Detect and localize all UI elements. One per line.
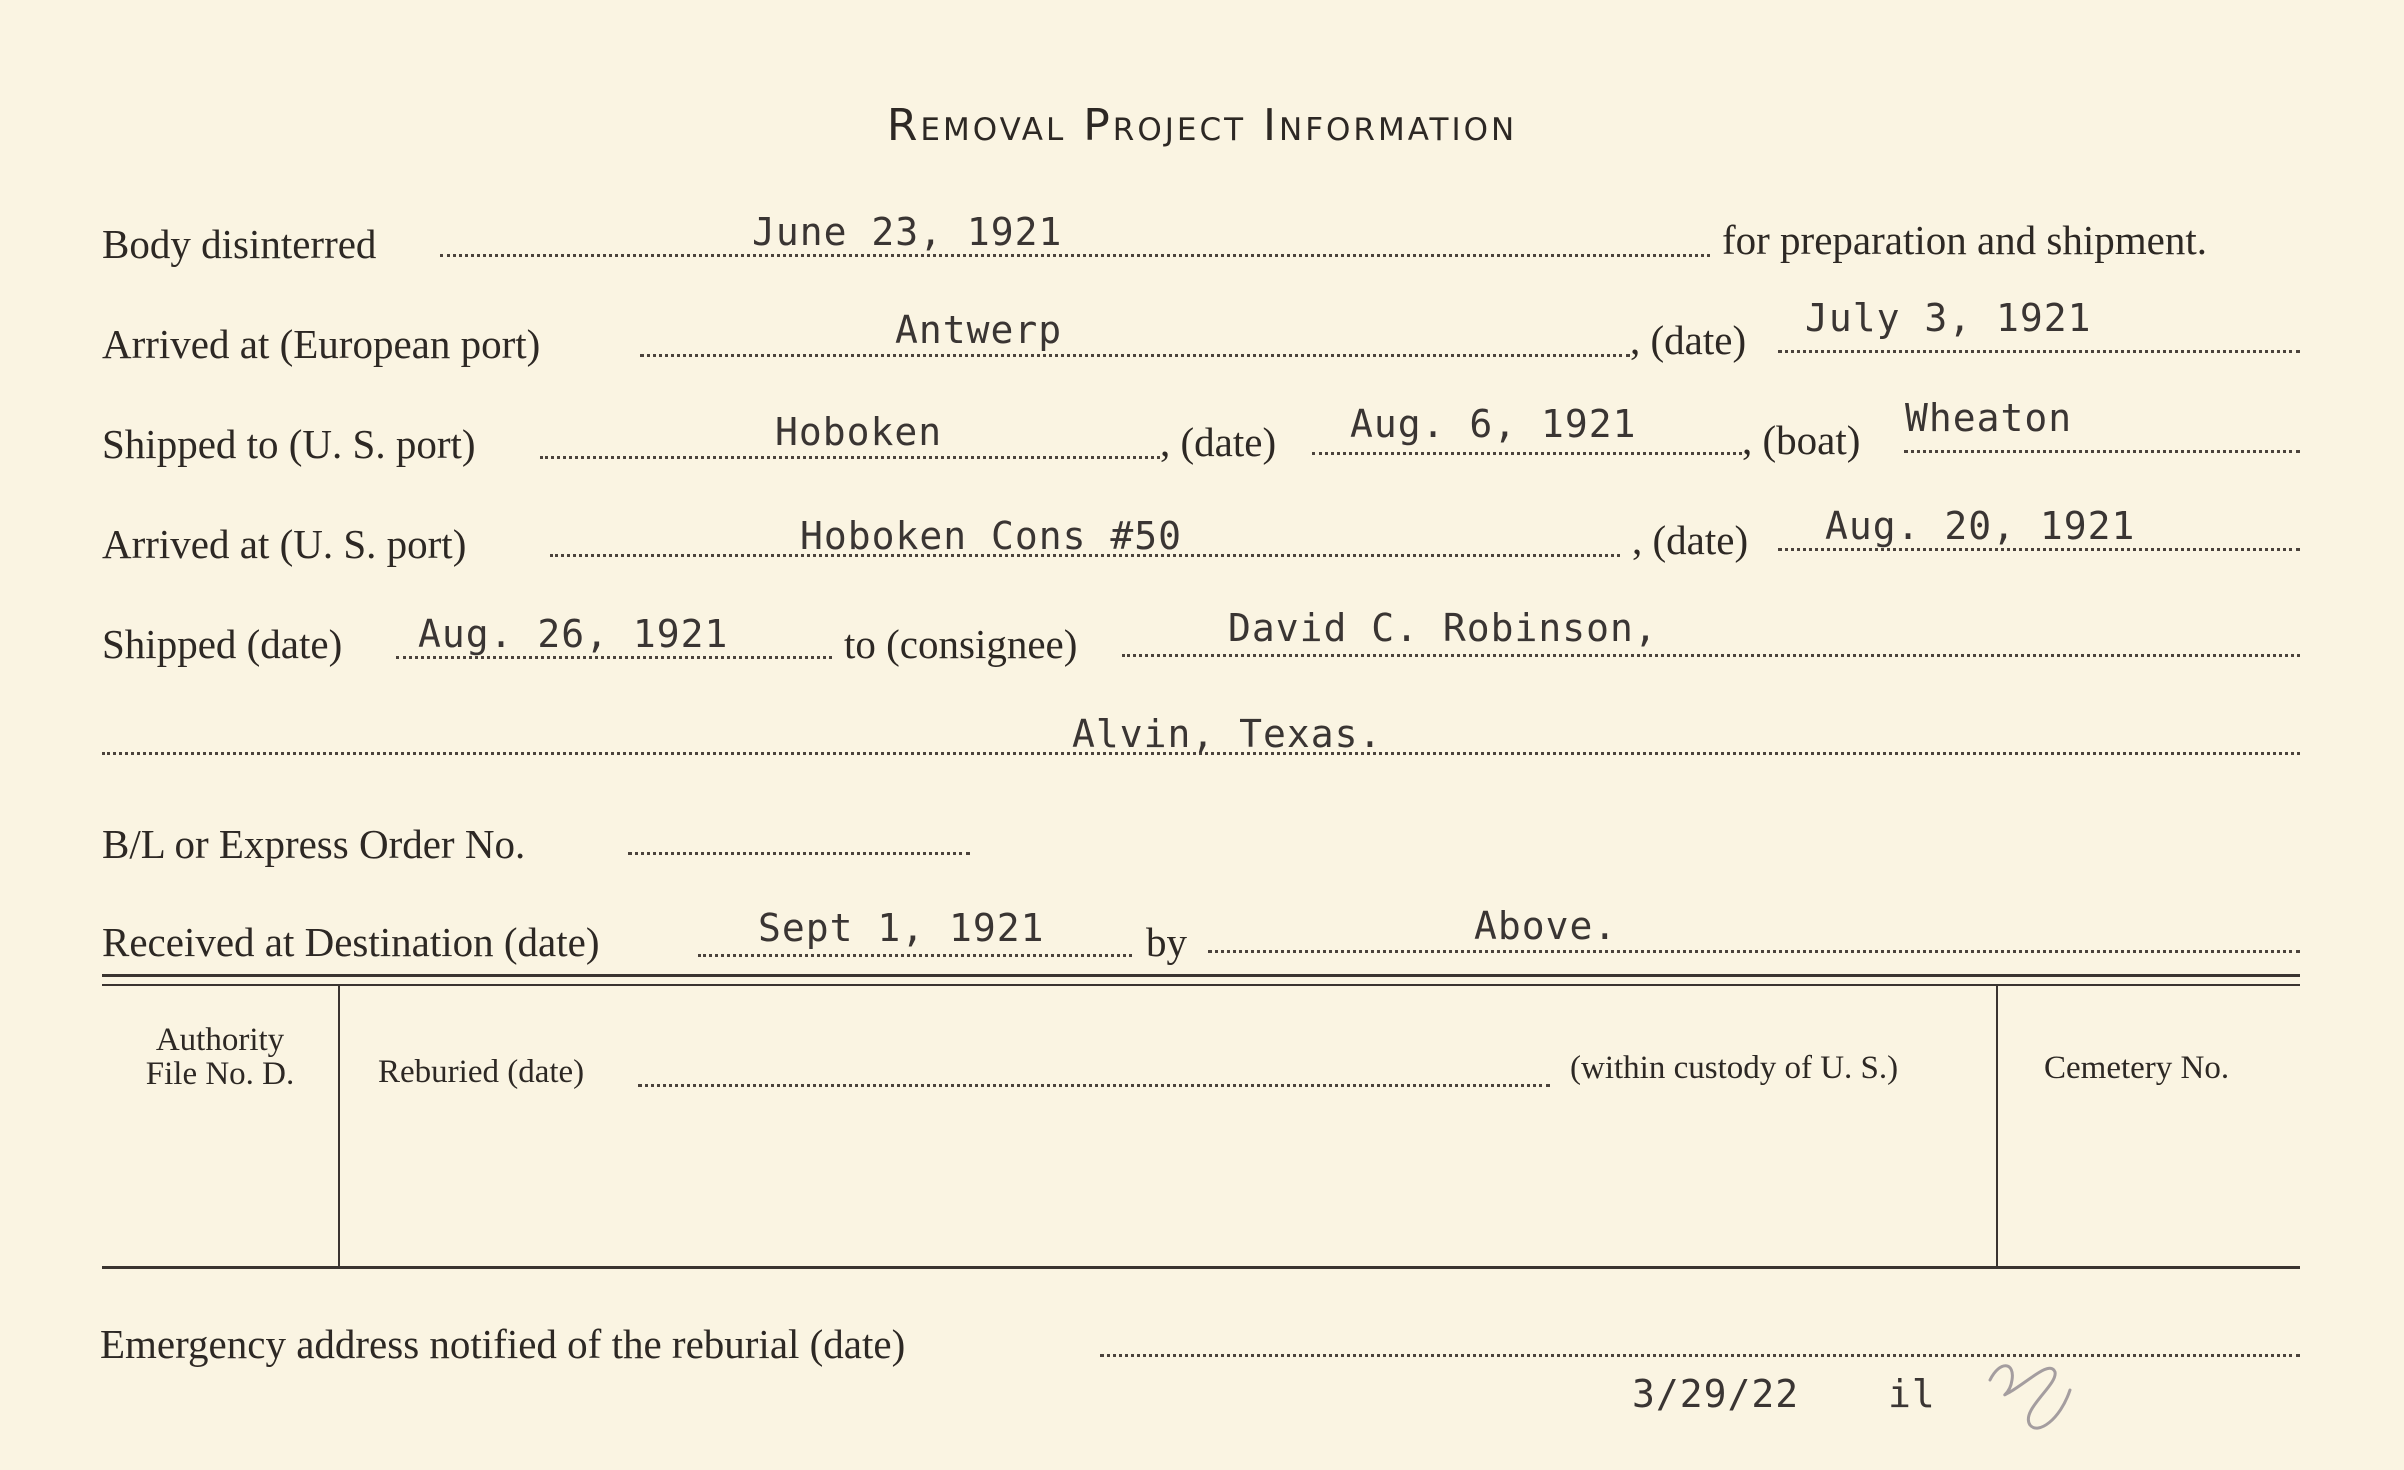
shipped-us-port-value: Hoboken — [775, 410, 943, 454]
consignee-label: to (consignee) — [844, 621, 1078, 667]
footer-initials: il — [1888, 1372, 1936, 1416]
reburied-date-label: Reburied (date) — [378, 1054, 585, 1090]
shipped-us-date-value: Aug. 6, 1921 — [1350, 402, 1637, 446]
shipped-us-port-label: Shipped to (U. S. port) — [102, 421, 476, 467]
shipped-us-port-line — [540, 456, 1160, 459]
arrived-european-port-line — [640, 354, 1630, 357]
shipped-us-boat-label: , (boat) — [1742, 417, 1861, 463]
received-by-value: Above. — [1474, 904, 1618, 948]
body-disinterred-label: Body disinterred — [102, 221, 377, 267]
emergency-address-line — [1100, 1354, 2300, 1357]
arrived-us-date-line — [1778, 548, 2300, 551]
shipped-us-boat-line — [1904, 450, 2300, 453]
authority-label-line2: File No. D. — [145, 1056, 295, 1092]
shipped-us-boat-value: Wheaton — [1905, 396, 2073, 440]
cemetery-number-label: Cemetery No. — [2044, 1050, 2230, 1086]
consignee-line — [1122, 654, 2300, 657]
page-title: Removal Project Information — [886, 100, 1518, 151]
consignee-address-value: Alvin, Texas. — [1072, 712, 1383, 756]
arrived-us-date-label: , (date) — [1632, 517, 1749, 563]
consignee-value: David C. Robinson, — [1228, 606, 1658, 650]
handwritten-scribble-icon — [1980, 1350, 2090, 1440]
arrived-european-port-label: Arrived at (European port) — [102, 321, 541, 367]
arrived-european-date-label: , (date) — [1630, 317, 1747, 363]
arrived-european-date-line — [1778, 350, 2300, 353]
table-top-rule — [102, 974, 2300, 977]
reburied-date-line — [638, 1084, 1550, 1087]
handwritten-mark — [1980, 1350, 2090, 1455]
table-divider-left — [338, 986, 340, 1268]
bl-express-order-line — [628, 852, 970, 855]
arrived-european-date-value: July 3, 1921 — [1805, 296, 2092, 340]
emergency-address-label: Emergency address notified of the reburial (date) — [100, 1321, 906, 1367]
shipped-us-date-label: , (date) — [1160, 419, 1277, 465]
table-divider-right — [1996, 986, 1998, 1268]
table-bottom-rule — [102, 1266, 2300, 1269]
received-destination-date: Sept 1, 1921 — [758, 906, 1045, 950]
shipped-date-line — [396, 656, 832, 659]
received-by-label: by — [1146, 919, 1187, 965]
authority-label-line1: Authority — [155, 1022, 285, 1058]
bl-express-order-label: B/L or Express Order No. — [102, 821, 526, 867]
arrived-us-port-value: Hoboken Cons #50 — [800, 514, 1183, 558]
received-by-line — [1208, 950, 2300, 953]
arrived-us-date-value: Aug. 20, 1921 — [1825, 504, 2136, 548]
custody-label: (within custody of U. S.) — [1570, 1050, 1899, 1086]
shipped-date-label: Shipped (date) — [102, 621, 343, 667]
arrived-us-port-label: Arrived at (U. S. port) — [102, 521, 467, 567]
received-destination-line — [698, 954, 1132, 957]
body-disinterred-value: June 23, 1921 — [752, 210, 1063, 254]
body-disinterred-line — [440, 254, 1710, 257]
table-top-rule-inner — [102, 984, 2300, 986]
body-disinterred-suffix: for preparation and shipment. — [1722, 217, 2208, 263]
shipped-us-date-line — [1312, 452, 1742, 455]
footer-date: 3/29/22 — [1632, 1372, 1800, 1416]
shipped-date-value: Aug. 26, 1921 — [418, 612, 729, 656]
arrived-european-port-value: Antwerp — [895, 308, 1063, 352]
received-destination-label: Received at Destination (date) — [102, 919, 600, 965]
